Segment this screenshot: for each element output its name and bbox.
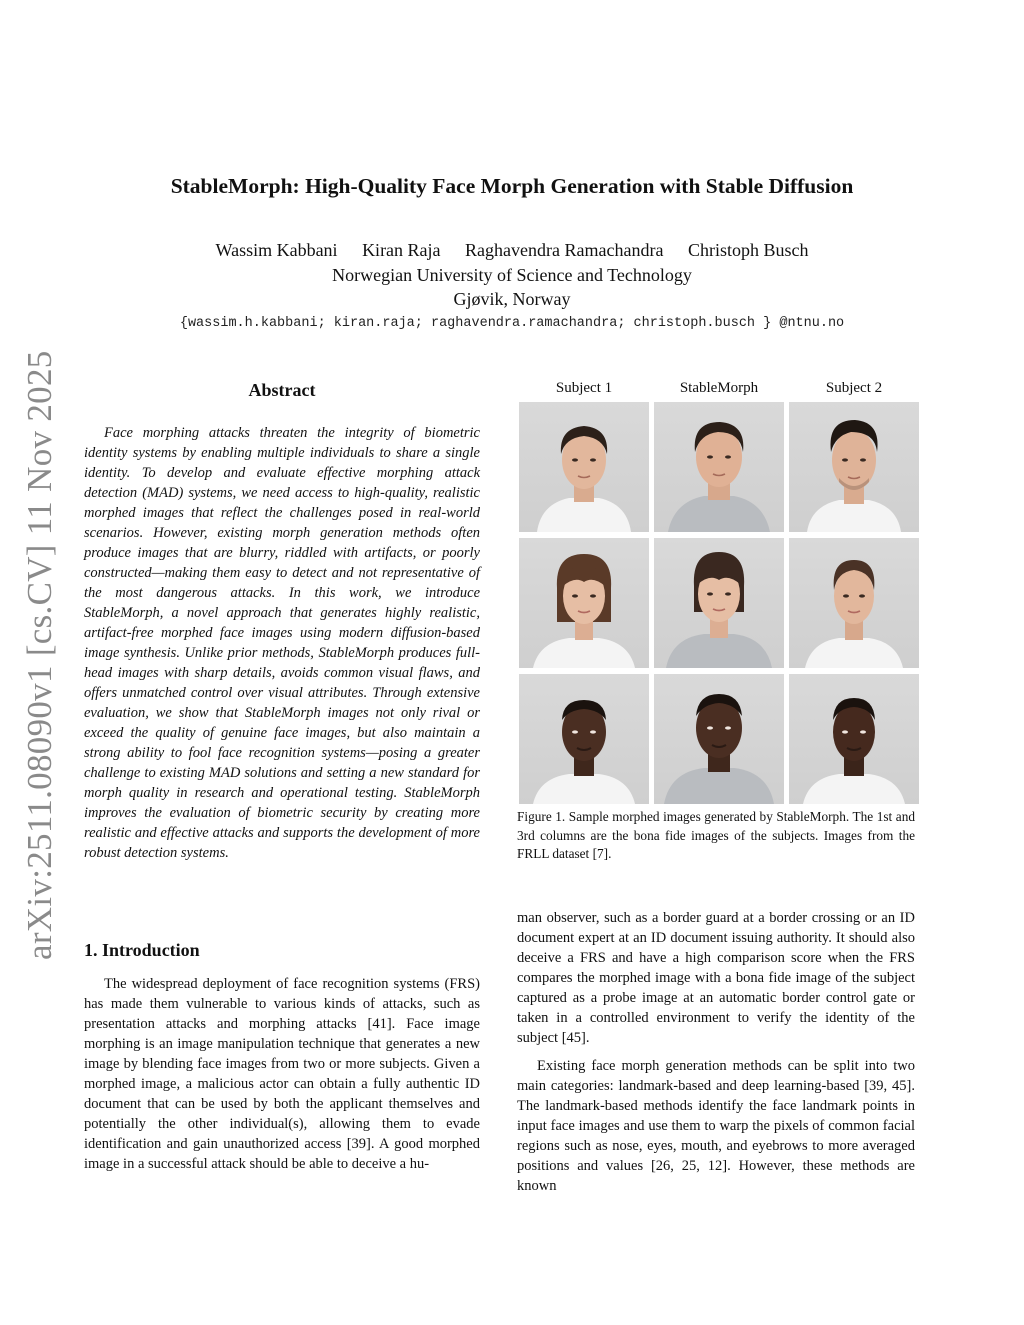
author-name: Kiran Raja (362, 240, 441, 260)
paragraph: man observer, such as a border guard at a border crossing or an ID document expert at an ID document issuing authority. It should also deceive a FRS and have a high comparison score when the FRS compares the morphed image with a bona fide image of the subject captured as a probe image at an automatic border control gate or taken in a controlled environment to verify the identity of the subject [45]. (517, 910, 915, 1046)
abstract-text: Face morphing attacks threaten the integrity of biometric identity systems by enabling multiple individuals to share a single identity. To develop and evaluate effective morphing attack detection (MAD) systems, we need access to high-quality, realistic morphed images that reflect the challenges posed in real-world scenarios. However, existing morph generation methods often produce images that are blurry, riddled with artifacts, or poorly constructed—making them easy to detect and not representative of the most dangerous attacks. In this work, we introduce StableMorph, a novel approach that generates highly realistic, artifact-free morphed face images using modern diffusion-based image synthesis. Unlike prior methods, StableMorph produces full-head images with sharp details, avoids common visual flaws, and offers unmatched control over visual attributes. Through extensive evaluation, we show that StableMorph images not only rival or exceed the quality of genuine face images, but also maintain a strong ability to fool face recognition systems—posing a greater challenge to existing MAD solutions and setting a new standard for morph quality in research and operational testing. StableMorph improves the evaluation of biometric security by creating more realistic and effective attacks and supports the development of more robust detection systems. (84, 425, 480, 861)
face-image-row2-subject2 (789, 538, 919, 668)
author-name: Christoph Busch (687, 240, 809, 260)
column-header-subject-1: Subject 1 (555, 380, 613, 396)
column-header-stablemorph: StableMorph (679, 380, 759, 396)
face-image-row2-morph (654, 538, 784, 668)
author-list (80, 240, 944, 261)
paper-title: StableMorph: High-Quality Face Morph Generation with Stable Diffusion (170, 174, 854, 198)
location: Gjøvik, Norway (453, 289, 571, 309)
abstract-heading: Abstract (248, 380, 316, 400)
right-column-text (517, 908, 915, 1204)
face-image-row2-subject1 (519, 538, 649, 668)
column-header-subject-2: Subject 2 (825, 380, 883, 396)
introduction-heading: 1. Introduction (84, 940, 200, 960)
figure-caption: Figure 1. Sample morphed images generated by StableMorph. The 1st and 3rd columns are the bona fide images of the subjects. Images from the FRLL dataset [7]. (517, 809, 915, 861)
author-emails: {wassim.h.kabbani; kiran.raja; raghavendra.ramachandra; christoph.busch } @ntnu.no (179, 316, 845, 331)
face-image-row3-morph (654, 674, 784, 804)
face-image-row1-morph (654, 402, 784, 532)
face-image-row3-subject1 (519, 674, 649, 804)
face-image-row1-subject1 (519, 402, 649, 532)
author-name: Raghavendra Ramachandra (465, 240, 664, 260)
face-image-row1-subject2 (789, 402, 919, 532)
author-name: Wassim Kabbani (215, 240, 338, 260)
face-image-row3-subject2 (789, 674, 919, 804)
paragraph: Existing face morph generation methods can be split into two main categories: landmark-based and deep learning-based [39, 45]. The landmark-based methods identify the face landmark points in input face images and use them to warp the pixels of common facial regions such as nose, eyes, mouth, and eyebrows to more averaged positions and values [26, 25, 12]. However, these methods are known (517, 1058, 915, 1194)
arxiv-stamp: arXiv:2511.08090v1 [cs.CV] 11 Nov 2025 (20, 350, 59, 960)
introduction-text: The widespread deployment of face recognition systems (FRS) has made them vulnerable to various kinds of attacks, such as presentation attacks and morphing attacks [41]. Face image morphing is an image manipulation technique that generates a new image by blending face images from two or more subjects. Given a morphed image, a malicious actor can obtain a fully authentic ID document that can be used by both the applicant themselves and potentially the other individual(s), allowing them to evade identification and gain unauthorized access [39]. A good morphed image in a successful attack should be able to deceive a hu- (84, 976, 480, 1172)
affiliation: Norwegian University of Science and Technology (332, 265, 692, 285)
